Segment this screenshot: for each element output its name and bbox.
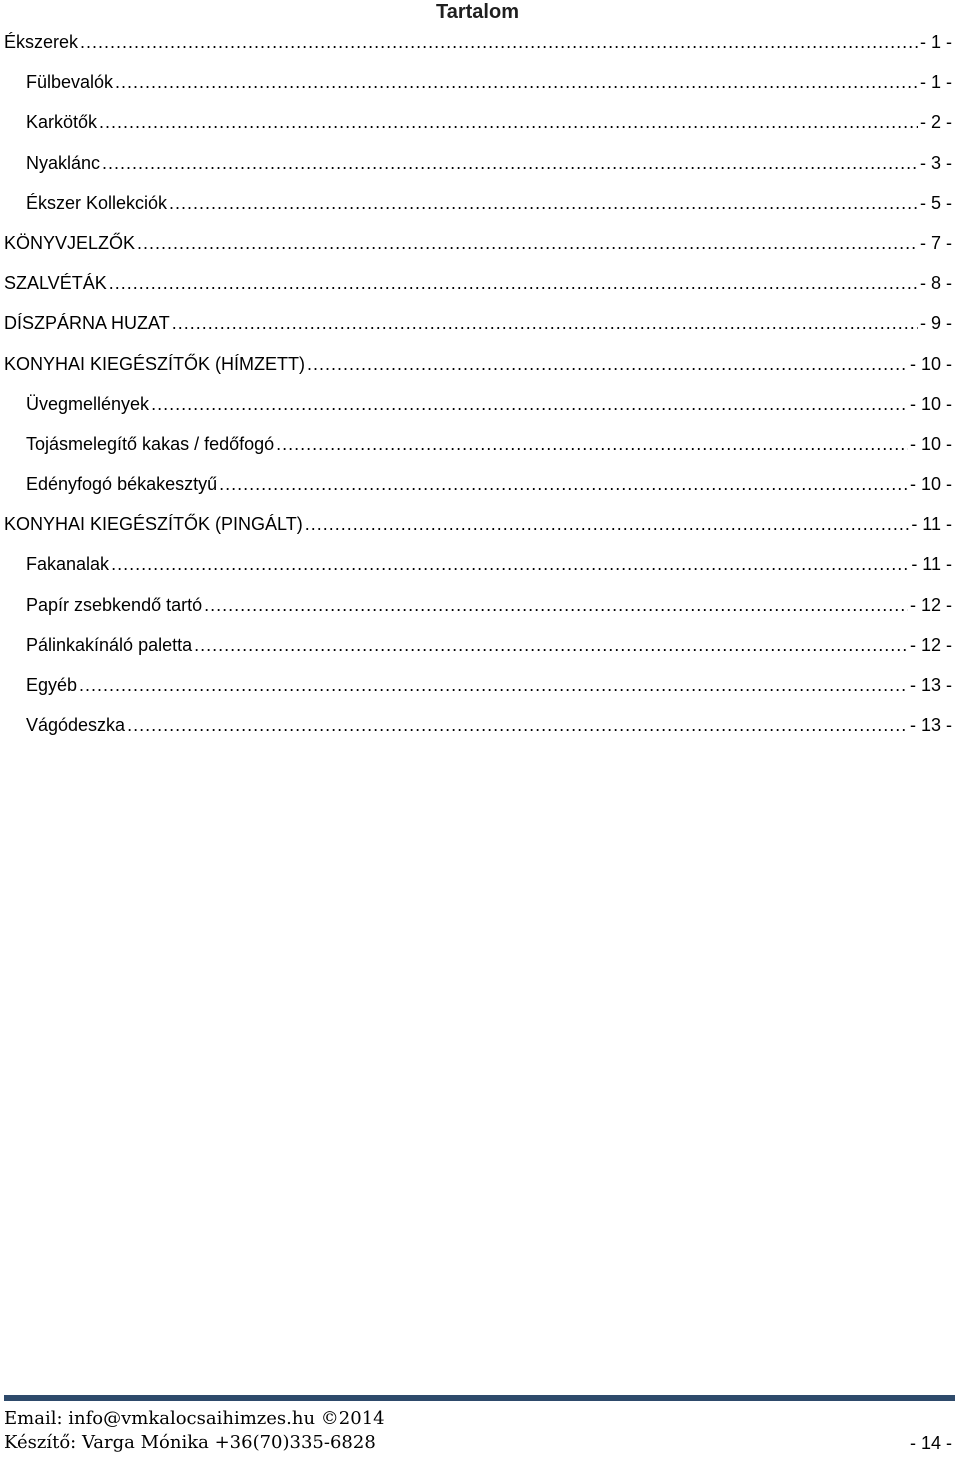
dot-leader xyxy=(127,705,908,745)
toc-entry-title: KONYHAI KIEGÉSZÍTŐK (PINGÁLT) xyxy=(4,514,303,535)
dot-leader xyxy=(151,384,908,424)
toc-entry[interactable] xyxy=(4,384,952,424)
toc-entry-title: Ékszerek xyxy=(4,32,79,52)
toc-entry-page: - 10 - xyxy=(909,433,952,454)
footer-divider xyxy=(4,1395,955,1400)
toc-entry-title: SZALVÉTÁK xyxy=(4,273,107,294)
toc-entry[interactable] xyxy=(4,344,952,384)
toc-entry-page: - 13 - xyxy=(909,715,952,736)
dot-leader xyxy=(137,223,918,263)
toc-entry[interactable] xyxy=(4,22,952,62)
dot-leader xyxy=(111,544,909,584)
dot-leader xyxy=(109,263,918,303)
toc-entry-page: - 12 - xyxy=(909,634,952,655)
dot-leader xyxy=(307,344,908,384)
toc-entry-title: Fakanalak xyxy=(26,554,110,575)
toc-entry-title: Edényfogó békakesztyű xyxy=(26,474,218,495)
toc-entry-page: - 11 - xyxy=(911,514,952,535)
toc-entry[interactable] xyxy=(4,424,952,464)
dot-leader xyxy=(80,22,918,62)
toc-entry-page: - 1 - xyxy=(919,32,952,52)
toc-entry-page: - 3 - xyxy=(919,152,952,173)
toc-entry[interactable] xyxy=(4,102,952,142)
toc-entry-title: KÖNYVJELZŐK xyxy=(4,232,136,253)
dot-leader xyxy=(194,625,908,665)
toc-entry-page: - 10 - xyxy=(909,393,952,414)
toc-entry-title: Egyéb xyxy=(26,675,78,695)
toc-entry-title: Tojásmelegítő kakas / fedőfogó xyxy=(26,433,275,454)
toc-entry-title: Üvegmellények xyxy=(26,393,150,414)
dot-leader xyxy=(99,102,918,142)
toc-entry[interactable] xyxy=(4,62,952,102)
toc-entry-title: Nyaklánc xyxy=(26,152,101,173)
toc-entry-page: - 5 - xyxy=(919,192,952,213)
toc-entry[interactable] xyxy=(4,665,952,705)
toc-entry-page: - 9 - xyxy=(919,313,952,334)
dot-leader xyxy=(115,62,918,102)
toc-entry[interactable] xyxy=(4,504,952,544)
toc-entry-title: DÍSZPÁRNA HUZAT xyxy=(4,313,170,334)
dot-leader xyxy=(219,464,908,504)
toc-entry[interactable] xyxy=(4,464,952,504)
toc-entry[interactable] xyxy=(4,223,952,263)
dot-leader xyxy=(305,504,910,544)
toc-entry[interactable] xyxy=(4,585,952,625)
toc-entry-page: - 10 - xyxy=(909,474,952,495)
toc-entry-page: - 2 - xyxy=(919,112,952,133)
footer-page-number: - 14 - xyxy=(909,1433,952,1453)
footer-email: Email: info@vmkalocsaihimzes.hu ©2014 xyxy=(4,1408,385,1429)
toc-entry-page: - 11 - xyxy=(911,554,952,575)
toc-entry-page: - 12 - xyxy=(909,594,952,615)
dot-leader xyxy=(172,303,918,343)
toc-entry-page: - 13 - xyxy=(909,675,952,695)
dot-leader xyxy=(204,585,908,625)
toc-entry[interactable] xyxy=(4,705,952,745)
toc-entry-page: - 7 - xyxy=(919,232,952,253)
toc-entry[interactable] xyxy=(4,544,952,584)
toc-entry[interactable] xyxy=(4,625,952,665)
dot-leader xyxy=(102,143,918,183)
toc-entry[interactable] xyxy=(4,303,952,343)
dot-leader xyxy=(79,665,908,705)
toc-entry[interactable] xyxy=(4,183,952,223)
toc-entry-page: - 10 - xyxy=(909,353,952,374)
toc-entry-page: - 8 - xyxy=(919,273,952,294)
toc-entry[interactable] xyxy=(4,263,952,303)
footer-author: Készítő: Varga Mónika +36(70)335-6828 xyxy=(4,1432,376,1453)
toc-entry-title: Vágódeszka xyxy=(26,715,126,736)
toc-entry-title: Fülbevalók xyxy=(26,72,114,93)
toc-entry-page: - 1 - xyxy=(919,72,952,93)
dot-leader xyxy=(169,183,918,223)
toc-entry[interactable] xyxy=(4,143,952,183)
dot-leader xyxy=(276,424,908,464)
page-title: Tartalom xyxy=(436,1,519,23)
toc-entry-title: Ékszer Kollekciók xyxy=(26,192,168,213)
toc-entry-title: Pálinkakínáló paletta xyxy=(26,634,193,655)
toc-entry-title: Karkötők xyxy=(26,112,98,133)
table-of-contents xyxy=(4,22,952,745)
toc-entry-title: KONYHAI KIEGÉSZÍTŐK (HÍMZETT) xyxy=(4,353,306,374)
toc-entry-title: Papír zsebkendő tartó xyxy=(26,594,203,615)
